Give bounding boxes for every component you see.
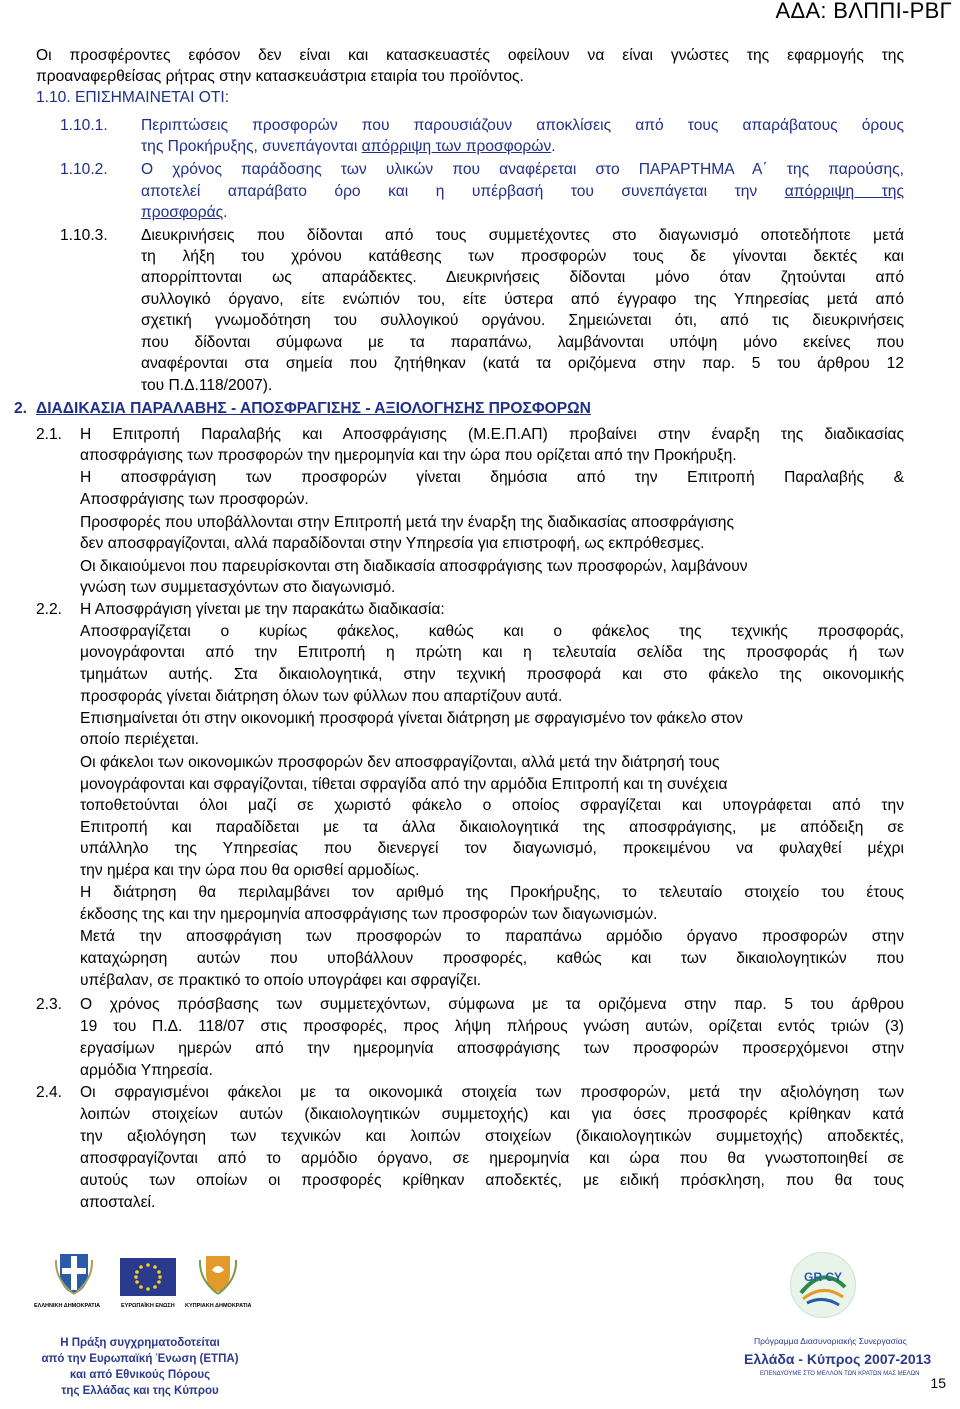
section-2-number: 2. xyxy=(14,400,28,417)
text-line: τη λήξη του χρόνου κατάθεσης των προσφορών τους δε γίνονται δεκτές και xyxy=(141,248,904,265)
text-line: Η Επιτροπή Παραλαβής και Αποσφράγισης (Μ.Ε.Π.ΑΠ) προβαίνει στην έναρξη της διαδικασίας xyxy=(80,426,904,443)
text-line: αναφέρονται στα σημεία που ζητήθηκαν (κατά τα οριζόμενα στην παρ. 5 του άρθρου 12 xyxy=(141,355,904,372)
text-line: Επισημαίνεται ότι στην οικονομική προσφορά γίνεται διάτρηση με σφραγισμένο τον φάκελο στον xyxy=(80,710,743,727)
text-line: συλλογικό όργανο, είτε ενώπιόν του, είτε ύστερα από έγγραφο της Υπηρεσίας μετά από xyxy=(141,291,904,308)
text-line: υπάλληλο της Υπηρεσίας που διενεργεί τον διαγωνισμό, προκειμένου να φυλαχθεί μέχρι xyxy=(80,840,904,857)
underlined-text: απόρριψη των προσφορών xyxy=(361,138,552,155)
cofunding-line: και από Εθνικούς Πόρους xyxy=(69,1369,211,1381)
text-line: καταχώρηση αυτών που υποβάλλουν προσφορές, καθώς και των δικαιολογητικών που xyxy=(80,950,904,967)
text-line: Οι προσφέροντες εφόσον δεν είναι και κατασκευαστές οφείλουν να είναι γνώστες της εφαρμογής της xyxy=(36,47,904,64)
text-span: της Προκήρυξης, συνεπάγονται xyxy=(141,138,362,155)
program-subtitle: ΕΠΕΝΔΥΟΥΜΕ ΣΤΟ ΜΕΛΛΟΝ ΤΩΝ ΚΡΑΤΩΝ ΜΑΣ ΜΕΛΩΝ xyxy=(760,1371,920,1377)
text-line: απορρίπτονται ως απαράδεκτες. Διευκρινήσεις δίδονται μόνο όταν ζητούνται από xyxy=(141,269,904,286)
cofunding-line: της Ελλάδας και της Κύπρου xyxy=(61,1385,219,1397)
text-line: Ο χρόνος παράδοσης των υλικών που αναφέρεται στο ΠΑΡΑΡΤΗΜΑ Α΄ της παρούσης, xyxy=(141,161,904,178)
text-line: Οι δικαιούμενοι που παρευρίσκονται στη διαδικασία αποσφράγισης των προσφορών, λαμβάνουν xyxy=(80,558,748,575)
text-line: προσφοράς γίνεται διάτρηση όλων των φύλλων που απαρτίζουν αυτά. xyxy=(80,688,563,705)
underlined-text: απόρριψη της xyxy=(784,183,904,200)
text-line: εργασίμων ημερών από την ημερομηνία αποσφράγισης των προσφορών προσερχόμενοι στην xyxy=(80,1040,904,1057)
item-number: 1.10.3. xyxy=(60,227,108,244)
text-line: μονογράφονται από την Επιτροπή η πρώτη και η τελευταία σελίδα της προσφοράς ή των xyxy=(80,644,904,661)
text-line: 19 του Π.Δ. 118/07 στις προσφορές, προς λήψη πλήρους γνώση αυτών, ορίζεται εντός τριών (3) xyxy=(80,1018,904,1035)
cyprus-emblem-icon xyxy=(198,1250,238,1296)
text-line: λοιπών στοιχείων αυτών (δικαιολογητικών συμμετοχής) και για όσες προσφορές κρίθηκαν κατά xyxy=(80,1106,904,1123)
text-line: Οι φάκελοι των οικονομικών προσφορών δεν αποσφραγίζονται, αλλά μετά την διάτρησή τους xyxy=(80,754,720,771)
item-number: 2.1. xyxy=(36,426,63,443)
cofunding-line: από την Ευρωπαϊκή Ένωση (ΕΤΠΑ) xyxy=(41,1353,239,1365)
text-line: που δίδονται σύμφωνα με τα παραπάνω, λαμβάνονται υπόψη μόνο εκείνες που xyxy=(141,334,904,351)
text-line: μονογράφονται και σφραγίζονται, τίθεται σφραγίδα από την αρμόδια Επιτροπή και τη συνέχεια xyxy=(80,776,728,793)
text-line: του Π.Δ.118/2007). xyxy=(141,377,273,394)
text-line: αρμόδια Υπηρεσία. xyxy=(80,1062,213,1079)
text-line: Αποσφράγισης των προσφορών. xyxy=(80,491,309,508)
text-line xyxy=(141,202,227,223)
logo-caption-greece: ΕΛΛΗΝΙΚΗ ΔΗΜΟΚΡΑΤΙΑ xyxy=(34,1303,101,1309)
page-number: 15 xyxy=(930,1375,946,1391)
text-line: Διευκρινήσεις που δίδονται από τους συμμετέχοντες στο διαγωνισμό οποτεδήποτε μετά xyxy=(141,227,904,244)
item-number: 2.4. xyxy=(36,1084,63,1101)
item-number: 2.3. xyxy=(36,996,63,1013)
text-line: Αποσφραγίζεται ο κυρίως φάκελος, καθώς και ο φάκελος της τεχνικής προσφοράς, xyxy=(80,623,904,640)
text-span: αποτελεί απαράβατο όρο και η υπέρβασή του συνεπάγεται την xyxy=(141,183,785,200)
text-line: Μετά την αποσφράγιση των προσφορών το παραπάνω αρμόδιο όργανο προσφορών στην xyxy=(80,928,904,945)
text-line: αποσφραγίζονται από το αρμόδιο όργανο, σε ημερομηνία και ώρα που θα γνωστοποιηθεί σε xyxy=(80,1150,904,1167)
item-number: 1.10.2. xyxy=(60,161,108,178)
item-number: 2.2. xyxy=(36,601,63,618)
underlined-text: προσφοράς xyxy=(141,204,224,221)
eu-flag-icon xyxy=(120,1258,176,1296)
text-line: έκδοσης της και την ημερομηνία αποσφράγισης των προσφορών των διαγωνισμών. xyxy=(80,906,658,923)
text-line: αυτούς των οποίων οι προσφορές κρίθηκαν αποδεκτές, με ειδική πρόσκληση, που θα τους xyxy=(80,1172,904,1189)
cofunding-text xyxy=(40,1335,240,1399)
text-line: τοποθετούνται όλοι μαζί σε χωριστό φάκελο ο οποίος σφραγίζεται και υπογράφεται από την xyxy=(80,797,904,814)
item-number: 1.10.1. xyxy=(60,117,108,134)
grcy-logo xyxy=(790,1252,856,1318)
text-line: αποσφράγισης των προσφορών την ημερομηνία και την ώρα που ορίζεται από την Προκήρυξη. xyxy=(80,447,737,464)
text-line: Ο χρόνος πρόσβασης των συμμετεχόντων, σύμφωνα με τα οριζόμενα στην παρ. 5 του άρθρου xyxy=(80,996,904,1013)
text-line: προαναφερθείσας ρήτρας στην κατασκευάστρια εταιρία του προϊόντος. xyxy=(36,68,524,85)
program-title: Ελλάδα - Κύπρος 2007-2013 xyxy=(744,1351,932,1367)
section-2-heading: ΔΙΑΔΙΚΑΣΙΑ ΠΑΡΑΛΑΒΗΣ - ΑΠΟΣΦΡΑΓΙΣΗΣ - ΑΞΙΟΛΟΓΗΣΗΣ ΠΡΟΣΦΟΡΩΝ xyxy=(36,400,591,417)
text-span: . xyxy=(223,204,228,221)
text-line: δεν αποσφραγίζονται, αλλά παραδίδονται στην Υπηρεσία για επιστροφή, ως εκπρόθεσμες. xyxy=(80,535,705,552)
section-1-10-title: 1.10. ΕΠΙΣΗΜΑΙΝΕΤΑΙ ΟΤΙ: xyxy=(36,89,230,106)
grcy-text: GR CY xyxy=(803,1270,842,1284)
text-span: . xyxy=(551,138,556,155)
text-line: την αξιολόγηση των τεχνικών και λοιπών στοιχείων (δικαιολογητικών συμμετοχής) αποδεκτές, xyxy=(80,1128,904,1145)
text-line: Οι σφραγισμένοι φάκελοι με τα οικονομικά στοιχεία των προσφορών, μετά την αξιολόγηση των xyxy=(80,1084,904,1101)
grcy-swirl-icon xyxy=(791,1253,855,1317)
text-line: Η διάτρηση θα περιλαμβάνει τον αριθμό της Προκήρυξης, το τελευταίο στοιχείο του έτους xyxy=(80,884,904,901)
text-line: Η Αποσφράγιση γίνεται με την παρακάτω διαδικασία: xyxy=(80,601,445,618)
section-1-10 xyxy=(36,87,229,108)
text-line: υπέβαλαν, σε πρακτικό το οποίο υπογράφει και σφραγίζει. xyxy=(80,972,482,989)
logo-caption-cyprus: ΚΥΠΡΙΑΚΗ ΔΗΜΟΚΡΑΤΙΑ xyxy=(185,1303,252,1309)
header-ada: ΑΔΑ: ΒΛΠΠΙ-ΡΒΓ xyxy=(775,0,952,23)
cofunding-line: Η Πράξη συγχρηματοδοτείται xyxy=(60,1337,220,1349)
text-line: Επιτροπή και παραδίδεται με τα άλλα δικαιολογητικά της αποσφράγισης, με απόδειξη σε xyxy=(80,819,904,836)
text-line: Προσφορές που υποβάλλονται στην Επιτροπή μετά την έναρξη της διαδικασίας αποσφράγισης xyxy=(80,514,734,531)
text-line xyxy=(141,181,904,202)
text-line: αποσταλεί. xyxy=(80,1194,156,1211)
text-line: σχετική γνωμοδότηση του συλλογικού οργάνου. Σημειώνεται ότι, από τις διευκρινήσεις xyxy=(141,312,904,329)
text-line: Περιπτώσεις προσφορών που παρουσιάζουν αποκλίσεις από τους απαράβατους όρους xyxy=(141,117,904,134)
greek-emblem-icon xyxy=(54,1250,94,1296)
logo-caption-eu: ΕΥΡΩΠΑΪΚΗ ΕΝΩΣΗ xyxy=(121,1303,175,1309)
program-small-text: Πρόγραμμα Διασυνοριακής Συνεργασίας xyxy=(754,1336,907,1346)
text-line: Η αποσφράγιση των προσφορών γίνεται δημόσια από την Επιτροπή Παραλαβής & xyxy=(80,469,904,486)
text-line: τμημάτων αυτής. Στα δικαιολογητικά, στην τεχνική προσφορά και στο φάκελο της οικονομικής xyxy=(80,666,904,683)
text-line: την ημέρα και την ώρα που θα ορισθεί αρμοδίως. xyxy=(80,862,420,879)
text-line xyxy=(141,136,556,157)
text-line: οποίο περιέχεται. xyxy=(80,731,200,748)
text-line: γνώση των συμμετασχόντων στο διαγωνισμό. xyxy=(80,579,396,596)
